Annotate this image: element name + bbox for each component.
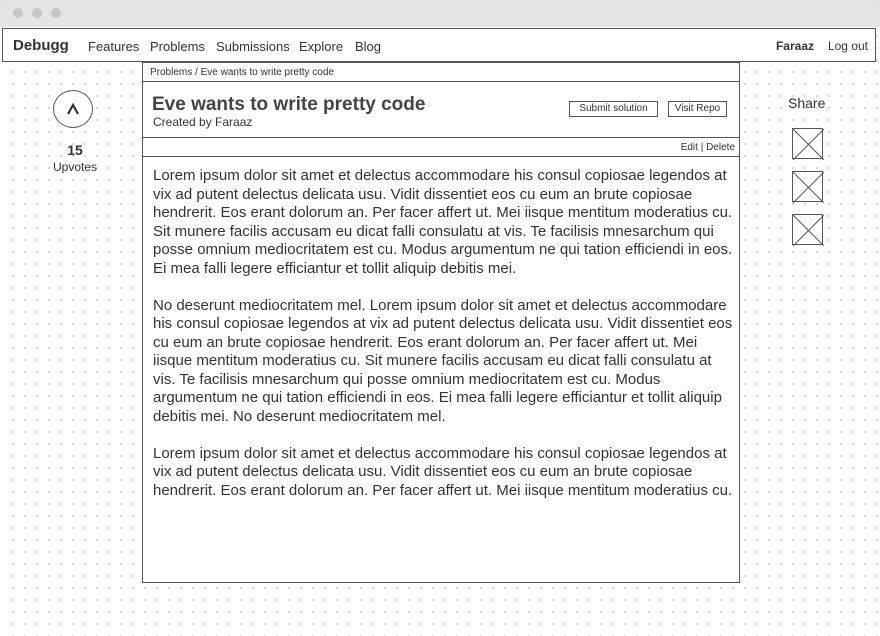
problem-header bbox=[143, 82, 739, 138]
description-paragraph: Lorem ipsum dolor sit amet et delectus accommodare his consul copiosae legendos at vix ad putent delectus delicata usu. Vidit dissentiet eos cu eum an brute copiosae hendrerit. Eos erant dolorum an. Per facer affert ut. Mei iisque mentitum moderatius cu. bbox=[153, 444, 733, 499]
page-title: Eve wants to write pretty code bbox=[152, 94, 426, 115]
actions-bar bbox=[143, 138, 739, 157]
nav-link-problems[interactable]: Problems bbox=[150, 39, 205, 54]
logout-link[interactable]: Log out bbox=[827, 39, 868, 53]
breadcrumb-problems-link[interactable]: Problems bbox=[150, 67, 193, 78]
breadcrumb-separator: / bbox=[192, 67, 201, 78]
problem-description bbox=[153, 167, 733, 519]
image-placeholder-icon bbox=[793, 129, 824, 160]
top-navbar bbox=[2, 28, 876, 62]
share-option-3[interactable] bbox=[792, 214, 823, 245]
share-option-2[interactable] bbox=[792, 171, 823, 202]
breadcrumb-current: Eve wants to write pretty code bbox=[200, 67, 334, 78]
share-option-1[interactable] bbox=[792, 128, 823, 159]
caret-up-icon bbox=[66, 103, 80, 115]
problem-panel bbox=[142, 62, 740, 583]
nav-link-submissions[interactable]: Submissions bbox=[216, 39, 290, 54]
actions-separator: | bbox=[697, 142, 707, 153]
edit-link[interactable]: Edit bbox=[680, 142, 698, 153]
nav-user-name[interactable]: Faraaz bbox=[775, 39, 814, 53]
image-placeholder-icon bbox=[793, 172, 824, 203]
nav-link-blog[interactable]: Blog bbox=[355, 39, 382, 54]
created-by-label: Created by Faraaz bbox=[153, 115, 253, 129]
share-label: Share bbox=[788, 95, 826, 111]
window-minimize-dot[interactable] bbox=[32, 8, 42, 18]
visit-repo-button[interactable]: Visit Repo bbox=[668, 101, 727, 117]
description-paragraph: No deserunt mediocritatem mel. Lorem ipsum dolor sit amet et delectus accommodare his consul copiosae legendos at vix ad putent delectus delicata usu. Vidit dissentiet eos cu eum an brute copiosae hendrerit. Eos erant dolorum an. Per facer affert ut. Mei iisque mentitum moderatius cu. Sit munere facilis accusam eu dicat falli consulatu at vis. Te facilisis mnesarchum qui posse omnium mediocritatem est cu. Modus argumentum ne qui tation efficiendi in eos. Ei mea falli legere efficiantur et tollit aliquip debitis mei. No deserunt mediocritatem mel. bbox=[153, 296, 733, 425]
upvote-label: Upvotes bbox=[52, 160, 98, 174]
window-maximize-dot[interactable] bbox=[51, 8, 61, 18]
edit-delete-actions bbox=[681, 142, 735, 153]
image-placeholder-icon bbox=[793, 215, 824, 246]
submit-solution-button[interactable]: Submit solution bbox=[569, 101, 658, 117]
upvote-count: 15 bbox=[67, 142, 83, 158]
breadcrumb bbox=[143, 63, 739, 82]
upvote-button[interactable] bbox=[53, 90, 93, 128]
nav-link-explore[interactable]: Explore bbox=[299, 39, 344, 54]
delete-link[interactable]: Delete bbox=[706, 142, 735, 153]
nav-link-features[interactable]: Features bbox=[88, 39, 140, 54]
window-close-dot[interactable] bbox=[13, 8, 23, 18]
description-paragraph: Lorem ipsum dolor sit amet et delectus accommodare his consul copiosae legendos at vix ad putent delectus delicata usu. Vidit dissentiet eos cu eum an brute copiosae hendrerit. Eos erant dolorum an. Per facer affert ut. Mei iisque mentitum moderatius cu. Sit munere facilis accusam eu dicat falli consulatu at vis. Te facilisis mnesarchum qui posse omnium mediocritatem est cu. Modus argumentum ne qui tation efficiendi in eos. Ei mea falli legere efficiantur et tollit aliquip debitis mei. bbox=[153, 167, 733, 277]
window-titlebar bbox=[0, 0, 880, 27]
brand-logo[interactable]: Debugg bbox=[13, 37, 69, 54]
